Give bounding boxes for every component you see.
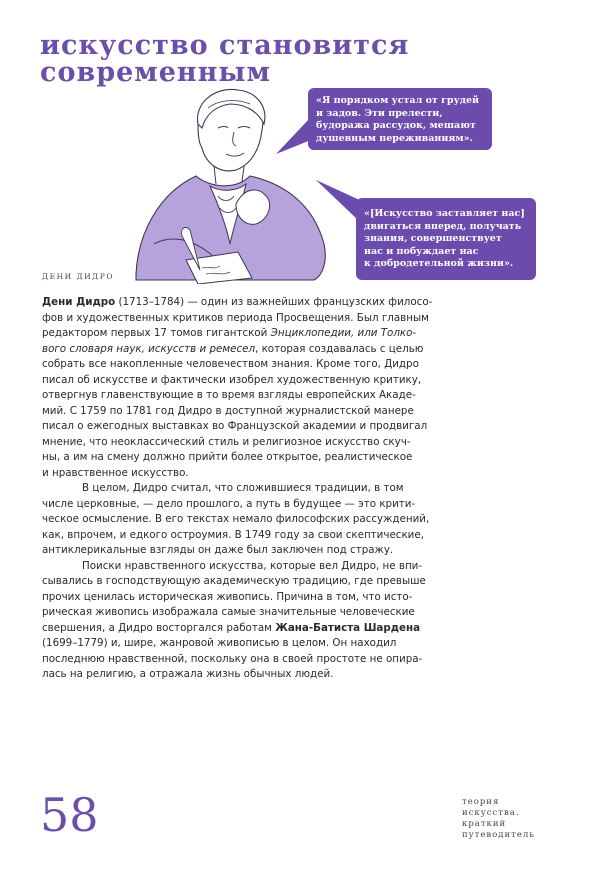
footer-line: искусства. [462, 808, 520, 818]
text-line: лась на религию, а отражала жизнь обычных людей. [42, 668, 334, 680]
text-line: отвергнув главенствующие в то время взгляды европейских Акаде- [42, 389, 416, 401]
text-line: как, впрочем, и едкого остроумия. В 1749 году за свои скептические, [42, 528, 424, 541]
text-span: , которая создавалась с целью [255, 342, 424, 355]
quote-line: «Я порядком устал от грудей [316, 95, 480, 106]
quote-line: душевным переживаниям». [316, 132, 473, 144]
page-title [40, 32, 409, 86]
quote-line: будоража рассудок, мешают [316, 120, 476, 131]
text-line: (1699–1779) и, шире, жанровой живописью в целом. Он находил [42, 637, 397, 649]
text-line: собрать все накопленные человечеством знания. Кроме того, Дидро [42, 358, 419, 370]
text-line: сывались в господствующую академическую традицию, где превыше [42, 575, 426, 587]
page-title-line-2: современным [40, 57, 271, 88]
text-span: редактором первых 17 томов гигантской [42, 327, 271, 339]
text-line: писал о ежегодных выставках во Французской академии и продвигал [42, 420, 428, 432]
text-line: и нравственное искусство. [42, 466, 189, 479]
page-number: 58 [40, 788, 99, 842]
footer-line: теория [462, 797, 500, 807]
text-span: (1713–1784) — один из важнейших французских филосо- [115, 296, 433, 308]
text-line: антиклерикальные взгляды он даже был заключен под стражу. [42, 544, 394, 556]
book-title-footer [462, 797, 535, 841]
person-name: Дени Дидро [42, 296, 116, 308]
text-line: фов и художественных критиков периода Просвещения. Был главным [42, 311, 429, 324]
book-title: вого словаря наук, искусств и ремесел [42, 342, 256, 355]
page-title-line-1: искусство становится [40, 30, 410, 61]
text-line: числе церковные, — дело прошлого, а путь в будущее — это крити- [42, 497, 416, 510]
quote-line: к добродетельной жизни». [364, 258, 514, 269]
text-line: мнение, что неоклассический стиль и религиозное искусство скуч- [42, 435, 411, 448]
text-line: ческое осмысление. В его текстах немало философских рассуждений, [42, 513, 430, 525]
text-line: Поиски нравственного искусства, которые вел Дидро, не впи- [82, 559, 423, 572]
text-line: мий. С 1759 по 1781 год Дидро в доступной журналистской манере [42, 404, 414, 417]
footer-line: путеводитель [462, 830, 535, 840]
paragraph-2 [42, 481, 462, 559]
text-line [42, 326, 462, 342]
book-title: Энциклопедии, или Толко- [270, 327, 417, 339]
text-line [42, 342, 462, 358]
quote-line: знания, совершенствует [364, 233, 502, 244]
text-line: ны, а им на смену должно прийти более открытое, реалистическое [42, 451, 413, 463]
text-line: В целом, Дидро считал, что сложившиеся традиции, в том [82, 482, 404, 494]
quote-bubble-2 [356, 198, 536, 280]
illustration-caption: ДЕНИ ДИДРО [42, 272, 114, 281]
paragraph-1 [42, 295, 462, 481]
text-line [42, 621, 462, 637]
quote-line: двигаться вперед, получать [364, 220, 522, 232]
text-span: свершения, а Дидро восторгался работам [42, 621, 276, 634]
text-line: рическая живопись изображала самые значительные человеческие [42, 606, 415, 618]
quote-bubble-1 [308, 88, 492, 150]
quote-line: и задов. Эти прелести, [316, 107, 443, 119]
person-name: Жана-Батиста Шардена [275, 621, 421, 634]
quote-line: нас и побуждает нас [364, 245, 479, 257]
text-line: прочих ценилась историческая живопись. Причина в том, что исто- [42, 590, 413, 603]
text-line [42, 295, 462, 311]
footer-line: краткий [462, 819, 507, 829]
quote-line: «[Искусство заставляет нас] [364, 208, 525, 219]
paragraph-3 [42, 559, 462, 683]
text-line: писал об искусстве и фактически изобрел художественную критику, [42, 373, 422, 386]
text-line: последнюю нравственной, поскольку она в своей простоте не опира- [42, 652, 423, 665]
article-body [42, 295, 462, 683]
